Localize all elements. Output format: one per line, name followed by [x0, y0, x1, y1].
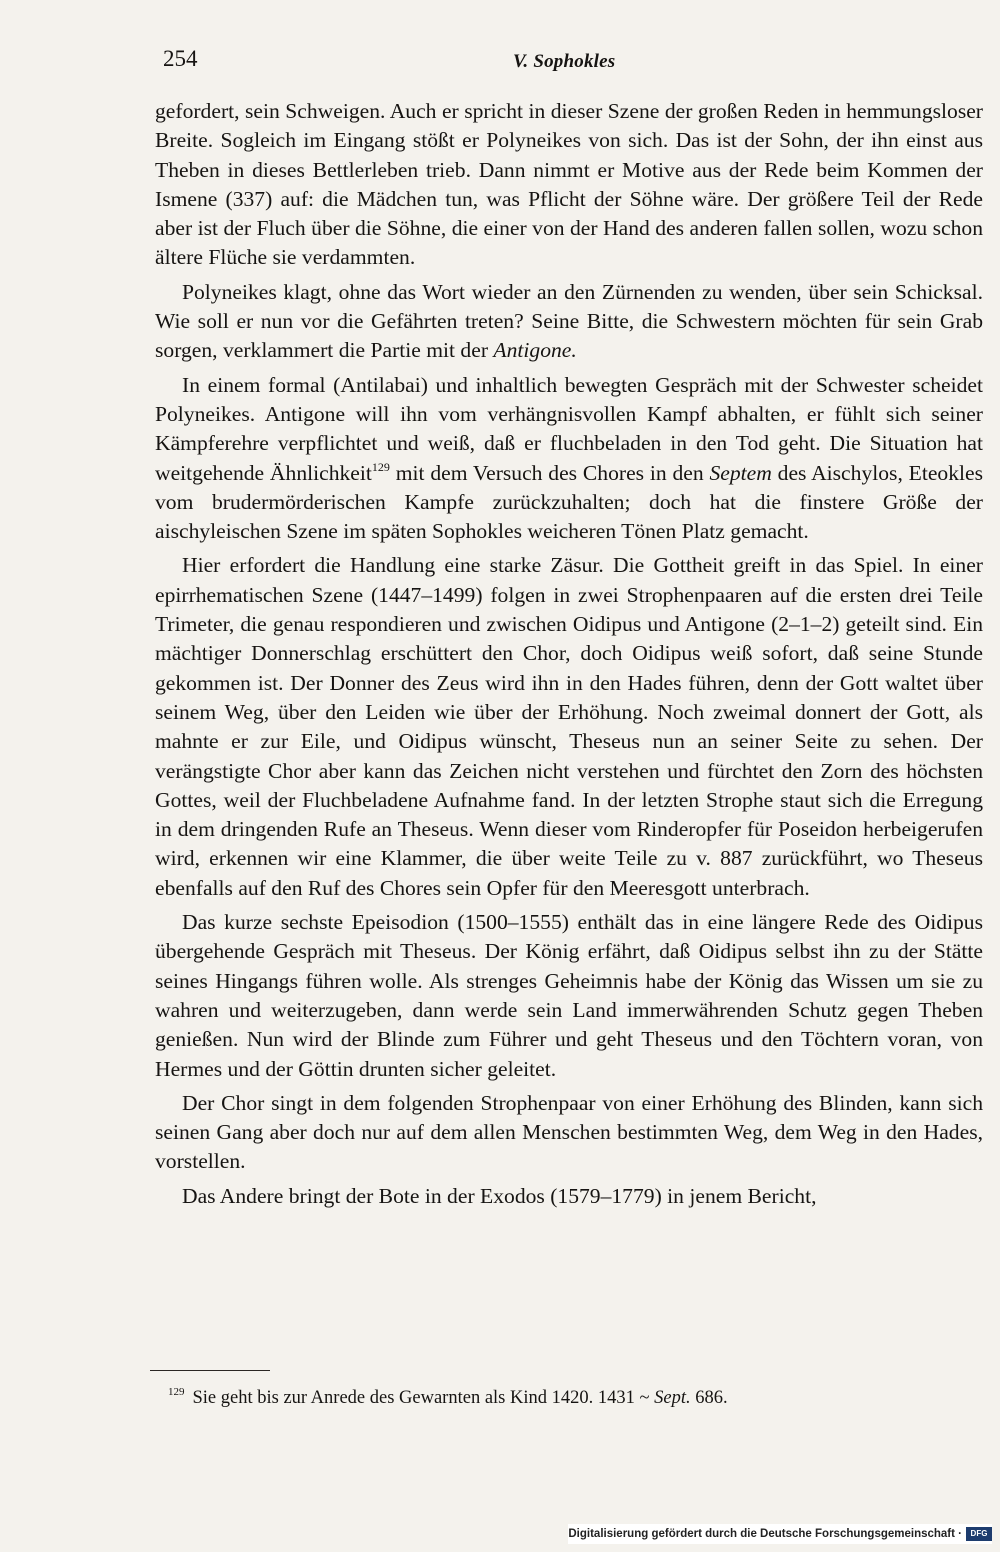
- footnote: [168, 1386, 968, 1410]
- paragraph-3-text-a: In einem formal (Antilabai) und inhaltlich bewegten Gespräch mit der Schwester scheidet Polyneikes. Antigone will ihn vom verhängnisvollen Kampf abhalten, er fühlt sich seiner Kämpferehre verpflichtet und weiß, daß er fluchbeladen in den Tod geht. Die Situation hat weitgehende Ähnlichkeit: [155, 372, 983, 485]
- paragraph-4: Hier erfordert die Handlung eine starke Zäsur. Die Gottheit greift in das Spiel. In einer epirrhematischen Szene (1447–1499) folgen in zwei Strophenpaaren auf die ersten drei Teile Trimeter, die genau respondieren und zwischen Oidipus und Antigone (2–1–2) geteilt sind. Ein mächtiger Donnerschlag erschüttert den Chor, doch Oidipus weiß sofort, daß seine Stunde gekommen ist. Der Donner des Zeus wird ihn in den Hades führen, denn der Gott waltet über seinem Weg, über den Leiden wie über der Erhöhung. Noch zweimal donnert der Gott, als mahnte er zur Eile, und Oidipus wünscht, Theseus nun an seiner Seite zu sehen. Der verängstigte Chor aber kann das Zeichen nicht verstehen und fürchtet den Zorn des höchsten Gottes, weil der Fluchbeladene Aufnahme fand. In der letzten Strophe staut sich die Erregung in dem dringenden Rufe an Theseus. Wenn dieser vom Rinderopfer für Poseidon herbeigerufen wird, erkennen wir eine Klammer, die über weite Teile zu v. 887 zurückführt, wo Theseus ebenfalls auf den Ruf des Chores sein Opfer für den Meeresgott unterbrach.: [155, 553, 983, 900]
- paragraph-6: Der Chor singt in dem folgenden Strophenpaar von einer Erhöhung des Blinden, kann sich seinen Gang aber doch nur auf dem allen Menschen bestimmten Weg, dem Weg in den Hades, vorstellen.: [155, 1090, 983, 1174]
- paragraph-3-text-b: mit dem Versuch des Chores in den: [389, 460, 710, 485]
- paragraph-5: Das kurze sechste Epeisodion (1500–1555) enthält das in eine längere Rede des Oidipus übergehende Gespräch mit Theseus. Der König erfährt, daß Oidipus selbst ihn zu der Stätte seines Hingangs führen wolle. Als strenges Geheimnis habe der König das Wissen um sie zu wahren und weiterzugeben, dann werde sein Land immerwährenden Schutz gegen Theben genießen. Nun wird der Blinde zum Führer und geht Theseus und den Töchtern voran, von Hermes und der Göttin drunten sicher geleitet.: [155, 910, 983, 1081]
- paragraph-2-text: Polyneikes klagt, ohne das Wort wieder an den Zürnenden zu wenden, über sein Schicksal. Wie soll er nun vor die Gefährten treten? Seine Bitte, die Schwestern möchten für sein Grab sorgen, verklammert die Partie mit der: [155, 279, 983, 363]
- footnote-text-end: 686.: [690, 1388, 728, 1408]
- paragraph-1: gefordert, sein Schweigen. Auch er spricht in dieser Szene der großen Reden in hemmungsloser Breite. Sogleich im Eingang stößt er Polyneikes von sich. Das ist der Sohn, der ihn einst aus Theben in dieses Bettlerleben trieb. Dann nimmt er Motive aus der Rede beim Kommen der Ismene (337) auf: die Mädchen tun, was Pflicht der Söhne wäre. Der größere Teil der Rede aber ist der Fluch über die Söhne, die einer von der Hand des anderen fallen sollen, wozu schon ältere Flüche sie verdammten.: [155, 99, 983, 270]
- paragraph-3-text-c: des Aischylos, Eteokles vom brudermörderischen Kampfe zurückzuhalten; doch hat die finstere Größe der aischyleischen Szene im späten Sophokles weicheren Tönen Platz gemacht.: [155, 460, 984, 544]
- footnote-italic: Sept.: [654, 1388, 691, 1408]
- running-title: V. Sophokles: [513, 51, 616, 72]
- paragraph-2-italic-title: Antigone.: [493, 338, 577, 363]
- running-head: [155, 46, 983, 80]
- dfg-logo-icon: DFG: [966, 1527, 992, 1541]
- footnote-divider: [150, 1370, 270, 1371]
- footnote-number: 129: [168, 1386, 185, 1398]
- footnote-text: Sie geht bis zur Anrede des Gewarnten als Kind 1420. 1431 ~: [192, 1388, 655, 1408]
- footnote-reference[interactable]: 129: [371, 459, 390, 474]
- main-text: [155, 97, 983, 1211]
- paragraph-7: Das Andere bringt der Bote in der Exodos (1579–1779) in jenem Bericht,: [182, 1183, 817, 1208]
- paragraph-3: [155, 371, 983, 547]
- digitization-credit: [568, 1524, 992, 1544]
- credit-text: Digitalisierung gefördert durch die Deutsche Forschungsgemeinschaft ·: [568, 1528, 962, 1540]
- paragraph-3-italic-title: Septem: [709, 460, 772, 485]
- paragraph-2: [155, 278, 983, 366]
- page-number: 254: [163, 46, 198, 71]
